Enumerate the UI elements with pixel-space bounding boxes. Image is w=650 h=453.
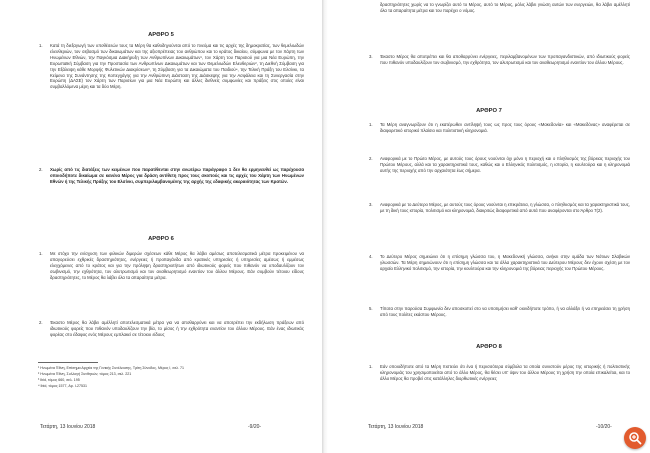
article-8-title: ΑΡΘΡΟ 8: [476, 344, 502, 350]
article-7-paragraph-2: 2. Αναφορικά με το Πρώτο Μέρος, με αυτούς τους όρους νοούνται όχι μόνο η περιοχή και ο πληθυσμός της βόρειας περιοχής του Πρώτου Μέρους, αλλά και τα χαρακτηριστικά τους, καθώς και ο Ελληνικός πολιτισμός, η ιστορία, η κουλτούρα και η κληρονομιά αυτής της περιοχής από την αρχαιότητα έως σήμερα.: [369, 156, 630, 173]
article-5-paragraph-2: 2. Χωρίς από τις διατάξεις των κειμένων που παρατίθενται στην ανωτέρω παράγραφο 1 δεν θα ερμηνευθεί ως παρέχουσα οποιοδήποτε δικαίωμα σε κανένα Μέρος για δράση αντίθετη προς τους σκοπούς και τις αρχές του Χάρτη των Ηνωμένων Εθνών ή της Τελικής Πράξης του Ελσίνκι, συμπεριλαμβανομένης της αρχής της εδαφικής ακεραιότητας των Κρατών.: [39, 167, 304, 184]
article-7-paragraph-5: 5. Τίποτα στην παρούσα Συμφωνία δεν αποσκοπεί στο να υποτιμήσει καθ' οιονδήποτε τρόπο, ή να αλλάξει ή να επηρεάσει τη χρήση από τους πολίτες εκάστου Μέρους.: [369, 306, 630, 317]
paragraph-number: 4.: [369, 254, 373, 259]
article-8-paragraph-1: 1. Εάν οποιοδήποτε από τα Μέρη πιστεύει ότι ένα ή περισσότερα σύμβολα τα οποία συνιστούν μέρος της ιστορικής ή πολιτιστικής κληρονομιάς του χρησιμοποιείται από το άλλο Μέρος, θα θέσει υπ' όψιν του άλλου Μέρους τη χρήση την οποία επικαλείται, και το άλλο Μέρος θα προβεί στις κατάλληλες διορθωτικές ενέργειες: [369, 364, 630, 381]
paragraph-number: 2.: [39, 320, 43, 325]
article-6-paragraph-2: 2. Έκαστο Μέρος θα λάβει αμέλλητί αποτελεσματικά μέτρα για να αποθαρρύνει και να αποτρέπει την εκδήλωση πράξεων από ιδιωτικούς φορείς που πιθανόν υποδαυλίζουν την βία, το μίσος ή την εχθρότητα εναντίον του άλλου Μέρους. Εάν ένας ιδιωτικός φορέας στο έδαφος ενός Μέρους εμπλακεί σε τέτοιου είδους: [39, 320, 304, 337]
paragraph-number: 3.: [369, 54, 373, 59]
article-7-paragraph-3: 3. Αναφορικά με το Δεύτερο Μέρος, με αυτούς τους όρους νοούνται η επικράτεια, η γλώσσα, ο πληθυσμός και τα χαρακτηριστικά τους, με τη δική τους ιστορία, πολιτισμό και κληρονομιά, διακριτώς διαφορετικά από αυτά που αναφέρονται στο Άρθρο 7(2).: [369, 202, 630, 213]
paragraph-number: 1.: [39, 251, 43, 256]
paragraph-number: 3.: [369, 202, 373, 207]
footer-date: Τετάρτη, 13 Ιουνίου 2018: [368, 424, 424, 430]
article-5-title: ΑΡΘΡΟ 5: [148, 32, 174, 38]
footer-page-number: -10/20-: [596, 424, 612, 430]
footnote-2: ² Ηνωμένα Έθνη, Συλλογή Συνθηκών, τόμος 213, σελ. 221: [38, 372, 132, 376]
document-page-right: [328, 0, 650, 453]
paragraph-number: 1.: [369, 122, 373, 127]
paragraph-number: 1.: [369, 364, 373, 369]
article-6-paragraph-2-continued: δραστηριότητες χωρίς να το γνωρίζει αυτό το Μέρος, αυτό το Μέρος, μόλις λάβει γνώση αυτών των ενεργειών, θα λάβει αμέλλητί όλα τα απαραίτητα μέτρα και του παρέχει ο νόμος.: [380, 2, 630, 13]
footer-page-number: -9/20-: [248, 424, 262, 430]
zoom-button[interactable]: [624, 427, 646, 449]
paragraph-number: 2.: [369, 156, 373, 161]
zoom-in-icon: [628, 431, 642, 445]
article-6-title: ΑΡΘΡΟ 6: [148, 236, 174, 242]
article-6-paragraph-3: 3. Έκαστο Μέρος θα αποτρέπει και θα αποθαρρύνει ενέργειες, περιλαμβανομένων των προπαγανδιστικών, από ιδιωτικούς φορείς που πιθανόν υποδαυλίζουν τον σωβινισμό, την εχθρότητα, τον αλυτρωτισμό και τον αναθεωρητισμό εναντίον του άλλου Μέρους.: [369, 54, 630, 65]
footnote-3: ³ Ibid, τόμος 660, σελ. 195: [38, 378, 80, 382]
paragraph-number: 2.: [39, 167, 43, 172]
article-6-paragraph-1: 1. Με στόχο την ενίσχυση των φιλικών διμερών σχέσεων κάθε Μέρος θα λάβει αμέσως αποτελεσματικά μέτρα προκειμένου να απαγορεύσει εχθρικές δραστηριότητες, ενέργειες ή προπαγάνδα από κρατικές υπηρεσίες ή υπηρεσίες αμέσως ή εμμέσως ελεγχόμενες από το κράτος και για την πρόληψη δραστηριοτήτων από ιδιωτικούς φορείς που πιθανόν να υποδαυλίζουν τον σωβινισμό, την εχθρότητα, τον αλυτρωτισμό και τον αναθεωρητισμό εναντίον του άλλου Μέρους. Εάν συμβούν τέτοιου είδους δραστηριότητες, το Μέρος θα λάβει όλα τα απαραίτητα μέτρα.: [39, 251, 304, 280]
article-7-title: ΑΡΘΡΟ 7: [476, 108, 502, 114]
footer-date: Τετάρτη, 13 Ιουνίου 2018: [40, 424, 96, 430]
footnote-1: ¹ Ηνωμένα Έθνη, Επίσημα Αρχεία της Γενικής Συνέλευσης, Τρίτη Σύνοδος, Μέρος Ι, σελ. 71: [38, 366, 185, 370]
document-page-left: [0, 0, 322, 453]
article-5-paragraph-1: 1. Κατά τη διεξαγωγή των υποθέσεών τους τα Μέρη θα καθοδηγούνται από το πνεύμα και τις αρχές της δημοκρατίας, των θεμελιωδών ελευθεριών, τον σεβασμό των δικαιωμάτων και της αξιοπρέπειας του ανθρώπου και το κράτος δικαίου, σύμφωνα με τον Χάρτη των Ηνωμένων Εθνών, την Παγκόσμια Διακήρυξη των Ανθρωπίνων Δικαιωμάτων¹, τον Χάρτη του Παρισιού για μια Νέα Ευρώπη, την Ευρωπαϊκή Σύμβαση για την Προστασία των Ανθρωπίνων Δικαιωμάτων και των Θεμελιωδών Ελευθεριών², τη Διεθνή Σύμβαση για την Εξάλειψη κάθε Μορφής Φυλετικών Διακρίσεων³, τη Σύμβαση για τα Δικαιώματα του Παιδιού⁴, την Τελική Πράξη του Ελσίνκι, τα Κείμενα της Συνάντησης της Κοπεγχάγης για την Ανθρώπινη Διάσταση της Διάσκεψης για την Ασφάλεια και τη Συνεργασία στην Ευρώπη (ΔΑΣΕ) τον Χάρτη των Παρισίων για μια Νέα Ευρώπη και άλλες διεθνείς συμφωνίες και πράξεις στις οποίες είναι συμβαλλόμενα μέρη και τα δύο Μέρη.: [39, 43, 304, 90]
article-7-paragraph-4: 4. Το Δεύτερο Μέρος σημειώνει ότι η επίσημη γλώσσα του, η Μακεδονική γλώσσα, ανήκει στην ομάδα των Νότιων Σλαβικών γλωσσών. Τα Μέρη σημειώνουν ότι η επίσημη γλώσσα και τα άλλα χαρακτηριστικά του Δεύτερου Μέρους δεν έχουν σχέση με τον αρχαίο Ελληνικό πολιτισμό, την ιστορία, την κουλτούρα και την κληρονομιά της βόρειας περιοχής του Πρώτου Μέρους.: [369, 254, 630, 271]
footnote-separator: [38, 362, 98, 363]
paragraph-number: 1.: [39, 43, 43, 48]
article-7-paragraph-1: 1. Τα Μέρη αναγνωρίζουν ότι η εκατέρωθεν αντίληψή τους ως προς τους όρους «Μακεδονία» και «Μακεδόνας» αναφέρεται σε διαφορετικό ιστορικό πλαίσιο και πολιτιστική κληρονομιά.: [369, 122, 630, 133]
paragraph-number: 5.: [369, 306, 373, 311]
footnote-4: ⁴ Ibid, τόμος 1577, Αρ. Ι-27531: [38, 384, 87, 388]
